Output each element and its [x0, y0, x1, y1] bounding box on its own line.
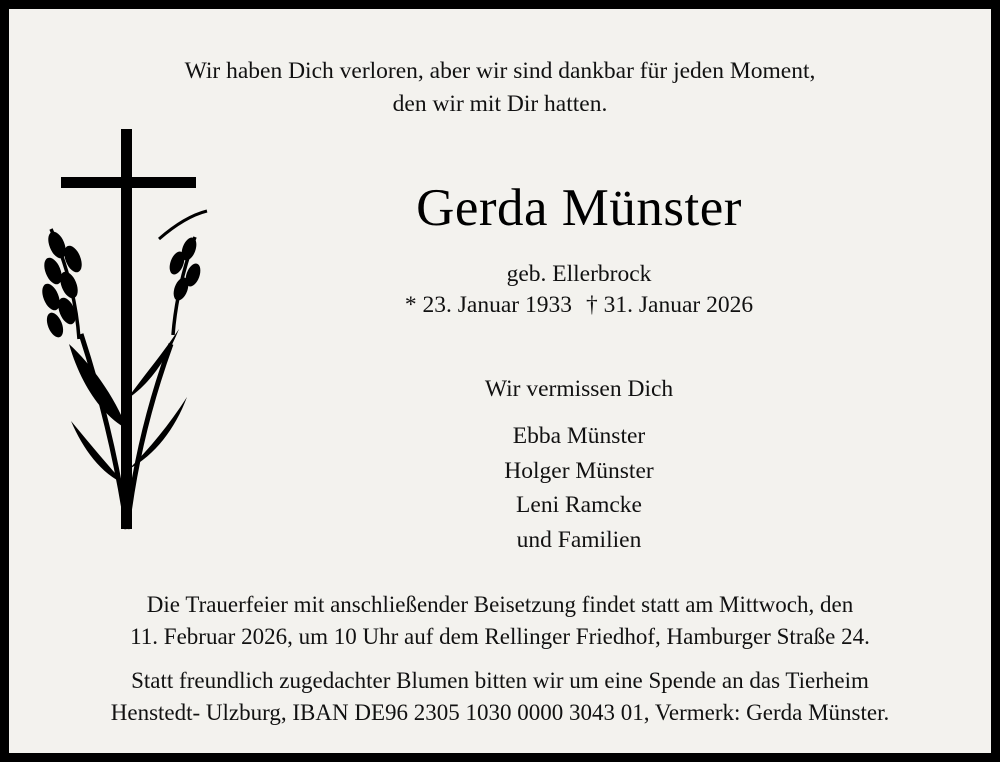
deceased-name: Gerda Münster	[416, 179, 742, 237]
missing-line: Wir vermissen Dich	[484, 376, 674, 402]
list-item: Ebba Münster	[512, 423, 646, 449]
list-item: Holger Münster	[504, 457, 654, 484]
ceremony-line-1: Die Trauerfeier mit anschließender Beisetzung findet statt am Mittwoch, den	[146, 592, 854, 617]
ceremony-line-2: 11. Februar 2026, um 10 Uhr auf dem Rellinger Friedhof, Hamburger Straße 24.	[130, 624, 870, 649]
donation-line-2: Henstedt- Ulzburg, IBAN DE96 2305 1030 0000 3043 01, Vermerk: Gerda Münster.	[110, 700, 890, 725]
list-item: und Familien	[516, 526, 642, 553]
intro-line-1: Wir haben Dich verloren, aber wir sind dankbar für jeden Moment,	[184, 58, 816, 84]
list-item: Leni Ramcke	[516, 492, 642, 518]
donation-info	[9, 665, 991, 729]
intro-text	[9, 55, 991, 121]
ceremony-info	[9, 589, 991, 653]
donation-line-1: Statt freundlich zugedachter Blumen bitten wir um eine Spende an das Tierheim	[131, 668, 869, 693]
obituary-card	[9, 9, 991, 753]
family-list	[189, 419, 969, 557]
intro-line-2: den wir mit Dir hatten.	[392, 91, 608, 117]
birth-date: * 23. Januar 1933	[404, 292, 572, 318]
death-date: † 31. Januar 2026	[586, 292, 754, 318]
life-dates	[189, 290, 969, 321]
maiden-name: geb. Ellerbrock	[506, 261, 652, 287]
